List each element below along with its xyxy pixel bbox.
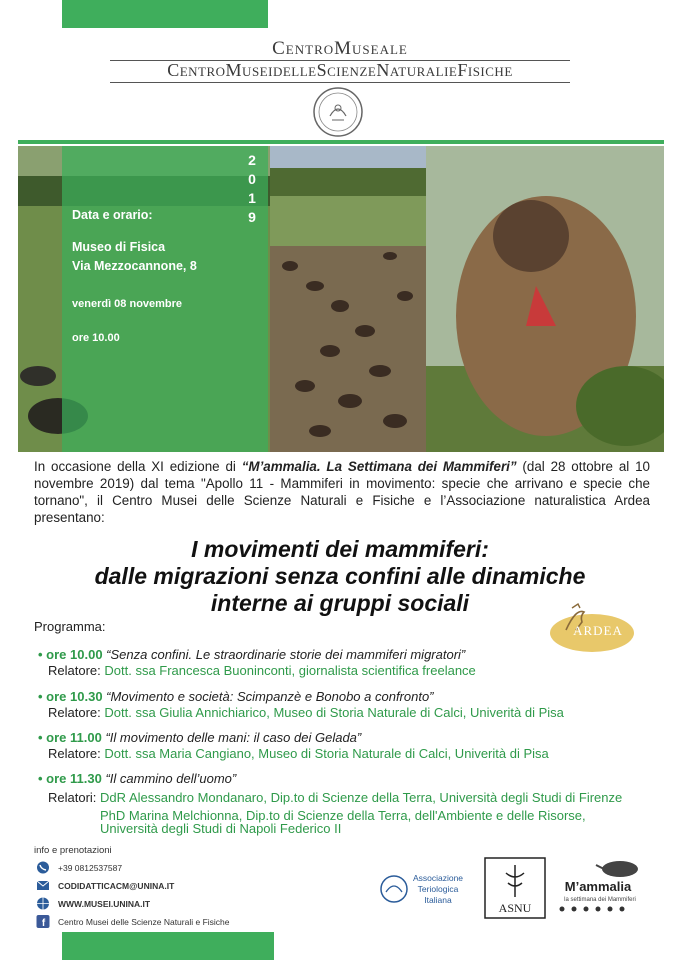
program-speaker: Relatore: Dott. ssa Maria Cangiano, Museo di Storia Naturale di Calci, Univerità di Pisa [48,746,549,761]
contact-phone: +39 0812537587 [58,863,123,873]
event-date: venerdì 08 novembre [72,298,183,310]
program-item: • ore 11.00 “Il movimento delle mani: il caso dei Gelada” [38,730,362,745]
program-speaker-line: PhD Marina Melchionna, Dip.to di Scienze della Terra, dell'Ambiente e delle Risorse, [100,808,586,823]
intro-paragraph [34,458,650,526]
top-green-bar [62,0,268,28]
program-talk: “Movimento e società: Scimpanzè e Bonobo a confronto” [106,689,434,704]
program-talk: “Il cammino dell’uomo” [105,771,237,786]
program-time: ore 11.00 [46,730,102,745]
event-time: ore 10.00 [72,332,120,344]
program-talk: “Il movimento delle mani: il caso dei Gelada” [105,730,362,745]
year-digit: 0 [248,171,256,187]
banner-info-overlay [62,146,268,452]
mammalia-logo-text: M’ammalia [564,879,632,894]
asnu-logo [484,857,546,919]
event-name: “M’ammalia. La Settimana dei Mammiferi” [241,459,517,474]
gelada-photo [426,146,664,452]
contact-website: WWW.MUSEI.UNINA.IT [58,899,151,909]
program-item: • ore 10.30 “Movimento e società: Scimpanzè e Bonobo a confronto” [38,689,434,704]
title-line-2: dalle migrazioni senza confini alle dinamiche [94,563,586,589]
date-label: Data e orario: [72,208,153,222]
year-digit: 1 [248,190,256,206]
venue: Museo di Fisica [72,240,166,254]
program-speaker-line: Università degli Studi di Napoli Federico II [100,821,342,836]
contact-email: CODIDATTICACM@UNINA.IT [58,881,175,891]
program-item: • ore 11.30 “Il cammino dell’uomo” [38,771,237,786]
event-banner [18,146,664,452]
museum-seal-logo [312,86,364,138]
banner-top-line [18,140,664,144]
year-digit: 2 [248,152,256,168]
ardea-logo [540,600,636,658]
email-icon [36,879,50,892]
ardea-logo-text: ARDEA [573,623,623,638]
program-speaker: Relatore: Dott. ssa Francesca Buoninconti, giornalista scientifica freelance [48,663,476,678]
asnu-logo-text: ASNU [498,901,532,915]
intro-text-before: In occasione della XI edizione di [34,459,242,474]
ati-logo [378,870,470,908]
institution-line-2: CentroMuseidelleScienzeNaturalieFisiche [167,60,513,80]
web-icon [36,897,50,910]
program-talk: “Senza confini. Le straordinarie storie dei mammiferi migratori” [106,647,466,662]
title-line-1: I movimenti dei mammiferi: [191,536,489,562]
contact-facebook: Centro Musei delle Scienze Naturali e Fisiche [58,917,230,927]
program-item: • ore 10.00 “Senza confini. Le straordinarie storie dei mammiferi migratori” [38,647,466,662]
year-digit: 9 [248,209,256,225]
phone-icon [36,861,50,874]
program-speaker: Relatore: Dott. ssa Giulia Annichiarico, Museo di Storia Naturale di Calci, Univerità di Pisa [48,705,564,720]
ati-line-1: Associazione [412,873,464,883]
address: Via Mezzocannone, 8 [72,259,197,273]
program-time: ore 10.00 [46,647,103,662]
ati-line-3: Italiana [424,895,452,905]
intro-text-after: (dal 28 ottobre al 10 novembre 2019) dal tema "Apollo 11 - Mammiferi in movimento: specie che arrivano e specie che tornano", il Centro Musei delle Scienze Naturali e Fisiche e l’Associazione naturalistica Ardea presentano: [34,459,650,525]
contacts-heading: info e prenotazioni [34,845,112,856]
bottom-green-bar [62,932,274,960]
facebook-icon [36,915,50,928]
program-time: ore 11.30 [46,771,102,786]
program-heading: Programma: [34,619,106,634]
institution-line-1: CentroMuseale [272,38,408,59]
mammalia-logo-subtitle: la settimana dei Mammiferi [564,897,636,903]
svg-text:f: f [41,918,46,928]
header-rule-bottom [110,82,570,83]
program-speaker: Relatori: DdR Alessandro Mondanaro, Dip.to di Scienze della Terra, Università degli Studi di Firenze [48,790,623,805]
program-time: ore 10.30 [46,689,103,704]
migration-photo [270,146,426,452]
mammalia-logo [552,857,648,915]
ati-line-2: Teriologica [417,884,459,894]
title-line-3: interne ai gruppi sociali [210,590,470,616]
